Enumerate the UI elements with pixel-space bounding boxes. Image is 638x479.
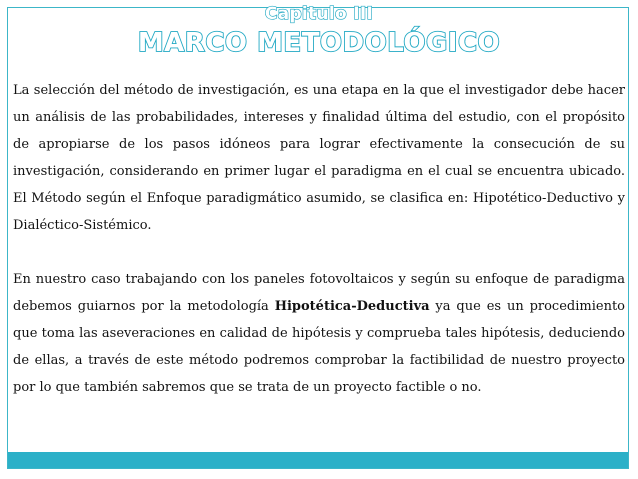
page-title: MARCO METODOLÓGICO xyxy=(137,28,501,58)
bottom-accent-bar xyxy=(8,452,628,468)
paragraph-gap xyxy=(13,239,625,266)
chapter-subtitle: Capitulo III xyxy=(264,4,374,24)
paragraph-2-text-start: En nuestro caso trabajando con los paneles fotovoltaicos y según su enfoque de paradigma debemos guiarnos por la metodología xyxy=(13,272,625,314)
paragraph-1: La selección del método de investigación, es una etapa en la que el investigador debe hacer un análisis de las probabilidades, intereses y finalidad última del estudio, con el propósito de apropiarse de los pasos idóneos para lograr efectivamente la consecución de su investigación, considerando en primer lugar el paradigma en el cual se encuentra ubicado. El Método según el Enfoque paradigmático asumido, se clasifica en: Hipotético-Deductivo y Dialéctico-Sistémico. xyxy=(13,83,625,233)
body-content xyxy=(13,77,625,401)
highlighted-methodology: Hipotética-Deductiva xyxy=(274,299,430,314)
paragraph-2-text-end: ya que es un procedimiento que toma las aseveraciones en calidad de hipótesis y comprueba tales hipótesis, deduciendo de ellas, a través de este método podremos comprobar la factibilidad de nuestro proyecto por lo que también sabremos que se trata de un proyecto factible o no. xyxy=(13,299,625,395)
paragraph-2 xyxy=(13,266,625,401)
